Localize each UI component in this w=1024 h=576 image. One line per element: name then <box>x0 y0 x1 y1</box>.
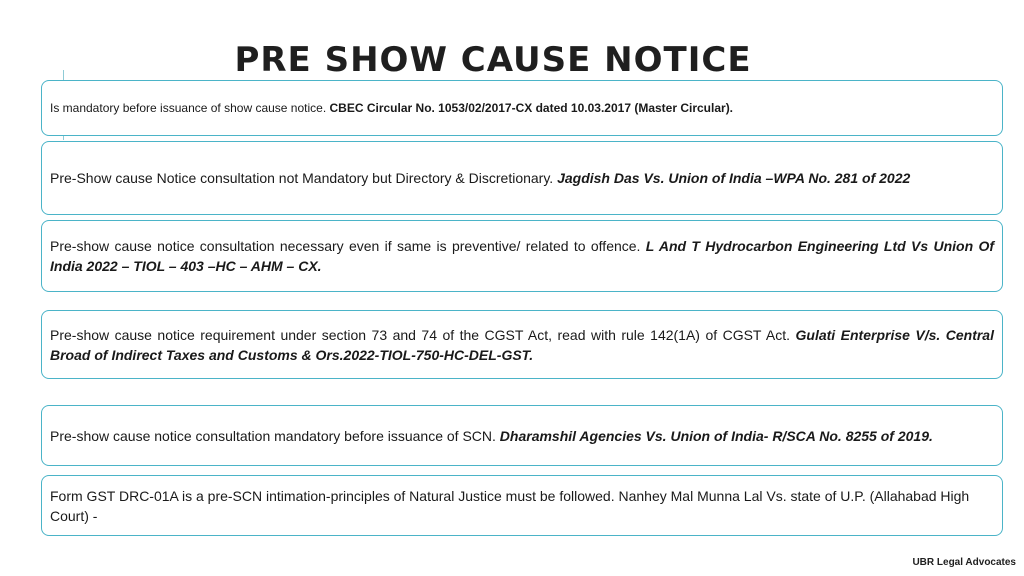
notice-citation: L And T Hydrocarbon Engineering Ltd Vs Union Of India 2022 – TIOL – 403 –HC – AHM – CX. <box>50 238 994 274</box>
notice-paragraph <box>50 98 994 118</box>
notice-paragraph <box>50 168 994 188</box>
notice-box-5 <box>41 405 1003 466</box>
notice-box-3 <box>41 220 1003 292</box>
notice-box-6 <box>41 475 1003 536</box>
notice-citation: Jagdish Das Vs. Union of India –WPA No. 281 of 2022 <box>557 170 911 186</box>
notice-text: Is mandatory before issuance of show cause notice. <box>50 101 330 115</box>
notice-paragraph <box>50 325 994 365</box>
notice-citation: Dharamshil Agencies Vs. Union of India- R/SCA No. 8255 of 2019. <box>499 427 933 444</box>
notice-text: Pre-show cause notice consultation necessary even if same is preventive/ related to offence. <box>50 238 646 254</box>
notice-paragraph <box>50 236 994 276</box>
notice-citation: Gulati Enterprise V/s. Central Broad of Indirect Taxes and Customs & Ors.2022-TIOL-750-HC-DEL-GST. <box>50 326 994 363</box>
notice-box-4 <box>41 310 1003 379</box>
notice-box-1 <box>41 80 1003 136</box>
notice-paragraph <box>50 486 994 526</box>
footer-brand: UBR Legal Advocates <box>912 557 1016 568</box>
notice-text: Pre-show cause notice consultation mandatory before issuance of SCN. <box>50 427 500 444</box>
notice-text: Pre-show cause notice requirement under section 73 and 74 of the CGST Act, read with rule 142(1A) of CGST Act. <box>50 326 796 343</box>
notice-paragraph <box>50 426 994 446</box>
notice-citation: CBEC Circular No. 1053/02/2017-CX dated 10.03.2017 (Master Circular). <box>329 101 734 115</box>
notice-text: Form GST DRC-01A is a pre-SCN intimation-principles of Natural Justice must be followed. Nanhey Mal Munna Lal Vs. state of U.P. (Allahabad High Court) - <box>50 487 970 524</box>
page-title: PRE SHOW CAUSE NOTICE <box>234 40 752 80</box>
notice-box-2 <box>41 141 1003 215</box>
notice-text: Pre-Show cause Notice consultation not Mandatory but Directory & Discretionary. <box>50 170 558 186</box>
